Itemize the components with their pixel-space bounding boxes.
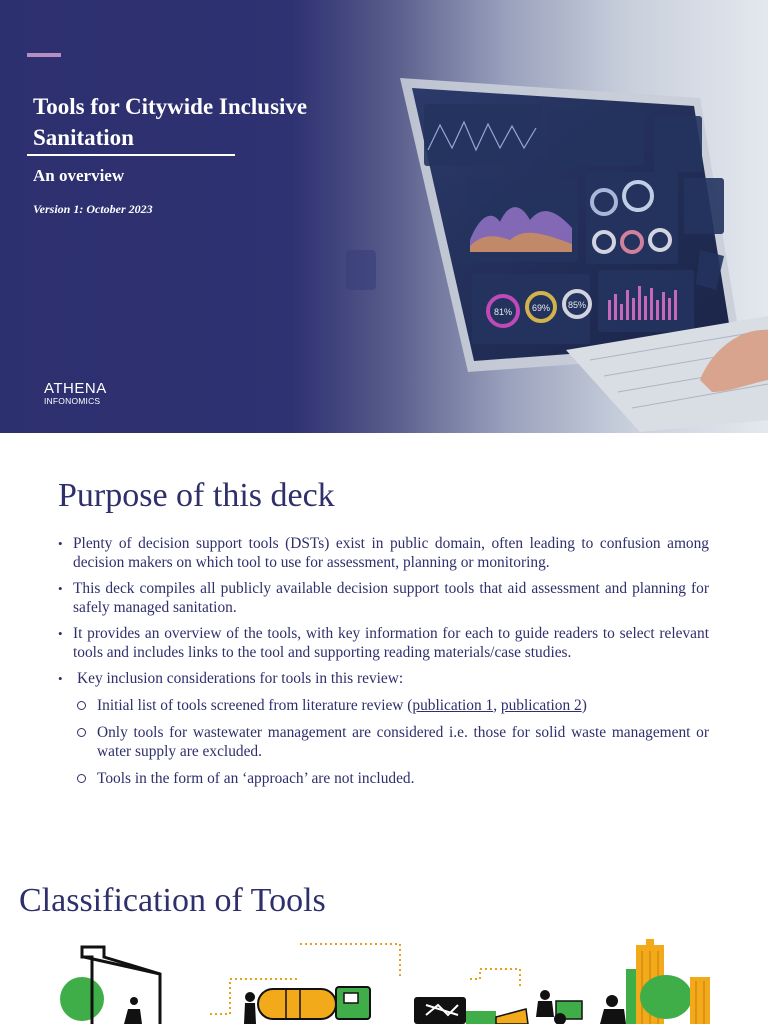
title-underline bbox=[27, 154, 235, 156]
considerations-sublist bbox=[58, 696, 709, 788]
key-considerations-heading: Key inclusion considerations for tools in this review: bbox=[77, 670, 404, 687]
cover-subtitle: An overview bbox=[33, 166, 125, 185]
classification-heading: Classification of Tools bbox=[19, 882, 326, 919]
sub-bullet-item bbox=[58, 696, 709, 715]
publication-1-link[interactable]: publication 1 bbox=[412, 697, 494, 714]
bullet-item: • It provides an overview of the tools, with key information for each to guide readers to select relevant tools and includes links to the tool and supporting reading materials/case studies. bbox=[58, 624, 709, 662]
cover-title: Tools for Citywide Inclusive Sanitation bbox=[33, 94, 308, 150]
logo-line-2: INFONOMICS bbox=[44, 396, 101, 406]
gauge-label-1: 81% bbox=[493, 307, 513, 317]
cover-slide bbox=[0, 0, 768, 433]
purpose-heading: Purpose of this deck bbox=[58, 477, 335, 514]
version-label: Version 1: October 2023 bbox=[33, 202, 153, 216]
gauge-label-2: 69% bbox=[531, 303, 551, 313]
sub-bullet-item: Tools in the form of an ‘approach’ are not included. bbox=[58, 769, 709, 788]
key-considerations-item bbox=[58, 669, 709, 788]
treatment-plant-icon bbox=[414, 997, 496, 1024]
purpose-bullet-list bbox=[58, 534, 709, 796]
sub-bullet-item: Only tools for wastewater management are considered i.e. those for solid waste management or water supply are excluded. bbox=[58, 723, 709, 761]
house-icon bbox=[60, 947, 160, 1024]
purpose-slide bbox=[0, 433, 768, 853]
sub-bullet-text: Initial list of tools screened from literature review ( bbox=[97, 697, 413, 714]
link-separator: , bbox=[493, 697, 501, 714]
tractor-icon bbox=[496, 990, 582, 1024]
logo-line-1: ATHENA bbox=[44, 380, 107, 397]
bullet-item: • This deck compiles all publicly available decision support tools that aid assessment and planning for safely managed sanitation. bbox=[58, 579, 709, 617]
sub-bullet-suffix: ) bbox=[581, 697, 587, 714]
toilet-user-icon bbox=[124, 997, 142, 1024]
publication-2-link[interactable]: publication 2 bbox=[500, 697, 582, 714]
gauge-label-3: 85% bbox=[567, 300, 587, 310]
tank-truck-icon bbox=[244, 987, 370, 1024]
athena-logo bbox=[44, 381, 107, 406]
accent-dash bbox=[27, 53, 61, 57]
sanitation-chain-illustration bbox=[0, 939, 768, 1024]
classification-slide bbox=[0, 853, 768, 1024]
bullet-item: • Plenty of decision support tools (DSTs) exist in public domain, often leading to confusion among decision makers on which tool to use for assessment, planning or monitoring. bbox=[58, 534, 709, 572]
city-icon bbox=[600, 939, 710, 1024]
